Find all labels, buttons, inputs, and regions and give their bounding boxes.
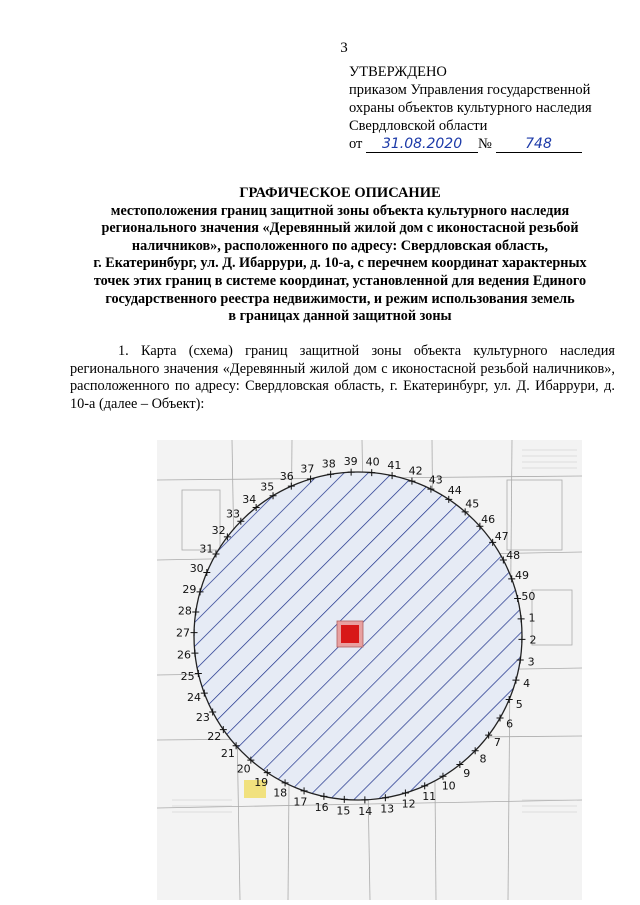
document-title: ГРАФИЧЕСКОЕ ОПИСАНИЕ (239, 185, 441, 201)
body-text (70, 343, 615, 413)
boundary-point-label: 45 (465, 497, 480, 511)
boundary-point-label: 47 (494, 530, 509, 544)
boundary-point-label: 13 (380, 802, 395, 816)
boundary-point-label: 3 (527, 655, 535, 669)
boundary-point-label: 35 (260, 480, 275, 494)
boundary-point-label: 15 (336, 804, 351, 818)
boundary-point-label: 50 (521, 590, 536, 603)
boundary-point-label: 16 (314, 801, 329, 815)
boundary-point-label: 37 (300, 462, 315, 476)
boundary-point-label: 49 (515, 569, 529, 582)
boundary-point-label: 18 (273, 786, 288, 800)
boundary-point-label: 14 (358, 804, 373, 818)
boundary-point-label: 33 (226, 507, 240, 521)
document-heading (40, 185, 640, 326)
heading-line: наличников», расположенного по адресу: Свердловская область, (131, 237, 549, 254)
boundary-point-label: 2 (529, 633, 537, 647)
date-value: 31.08.2020 (366, 136, 478, 153)
approval-line-1: приказом Управления государственной (349, 82, 591, 98)
boundary-point-label: 8 (479, 752, 487, 766)
heading-line: государственного реестра недвижимости, и режим использования земель (105, 290, 575, 307)
boundary-point-label: 25 (180, 670, 195, 683)
boundary-point-label: 22 (207, 729, 222, 743)
boundary-point-label: 29 (182, 582, 197, 596)
boundary-point-label: 4 (523, 677, 531, 691)
boundary-point-label: 32 (211, 524, 226, 538)
boundary-point-label: 6 (506, 717, 514, 731)
boundary-point-label: 20 (236, 762, 251, 776)
boundary-point-label: 7 (493, 735, 501, 749)
boundary-point-label: 36 (279, 470, 294, 484)
boundary-point-label: 1 (528, 611, 536, 625)
boundary-point-label: 48 (506, 548, 521, 562)
heading-line: г. Екатеринбург, ул. Д. Ибаррури, д. 10-а, с перечнем координат характерных (93, 255, 587, 272)
boundary-point-label: 9 (463, 767, 471, 781)
approval-line-2: охраны объектов культурного наследия (349, 100, 592, 116)
boundary-point-label: 31 (199, 542, 214, 556)
boundary-point-label: 46 (481, 512, 496, 526)
boundary-point-label: 30 (189, 562, 204, 576)
boundary-point-label: 40 (365, 455, 380, 469)
boundary-point-label: 34 (242, 492, 257, 506)
approval-line-3: Свердловской области (349, 118, 488, 134)
boundary-point-label: 41 (387, 458, 402, 472)
approval-block (349, 63, 629, 153)
boundary-point-label: 26 (177, 648, 191, 662)
boundary-point-label: 21 (220, 747, 235, 761)
heading-line: регионального значения «Деревянный жилой дом с иконостасной резьбой (101, 220, 579, 237)
approval-title: УТВЕРЖДЕНО (349, 64, 447, 80)
heading-line: местоположения границ защитной зоны объекта культурного наследия (110, 202, 570, 219)
date-prefix: от (349, 136, 363, 152)
heading-line: точек этих границ в системе координат, установленной для ведения Единого (93, 272, 587, 289)
boundary-point-label: 23 (195, 711, 210, 725)
boundary-point-label: 17 (293, 795, 308, 809)
heading-line: в границах данной защитной зоны (228, 308, 452, 325)
boundary-point-label: 39 (343, 455, 358, 469)
boundary-point-label: 38 (321, 457, 336, 471)
order-number: 748 (496, 136, 582, 153)
boundary-point-label: 44 (447, 484, 462, 498)
boundary-point-label: 12 (401, 797, 416, 811)
boundary-point-label: 5 (515, 697, 523, 711)
boundary-point-label: 24 (187, 691, 201, 704)
boundary-point-label: 28 (177, 604, 192, 618)
zone-map (112, 440, 582, 900)
number-prefix: № (478, 136, 492, 152)
heritage-object (337, 621, 363, 647)
boundary-point-label: 42 (408, 464, 423, 478)
boundary-point-label: 43 (428, 473, 443, 487)
page-number: 3 (340, 40, 348, 56)
approval-date-line (349, 135, 629, 153)
paragraph-map-description: 1. Карта (схема) границ защитной зоны объекта культурного наследия регионального значения «Деревянный жилой дом с иконостасной резьбой наличников», расположенного по адресу: Свердловская область, г. Екатеринбург, ул. Д. Ибаррури, д. 10-а (далее – Объект): (70, 343, 615, 412)
boundary-point-label: 19 (254, 775, 269, 789)
boundary-point-label: 27 (176, 626, 190, 640)
boundary-point-label: 10 (441, 779, 456, 793)
boundary-point-label: 11 (422, 789, 437, 803)
